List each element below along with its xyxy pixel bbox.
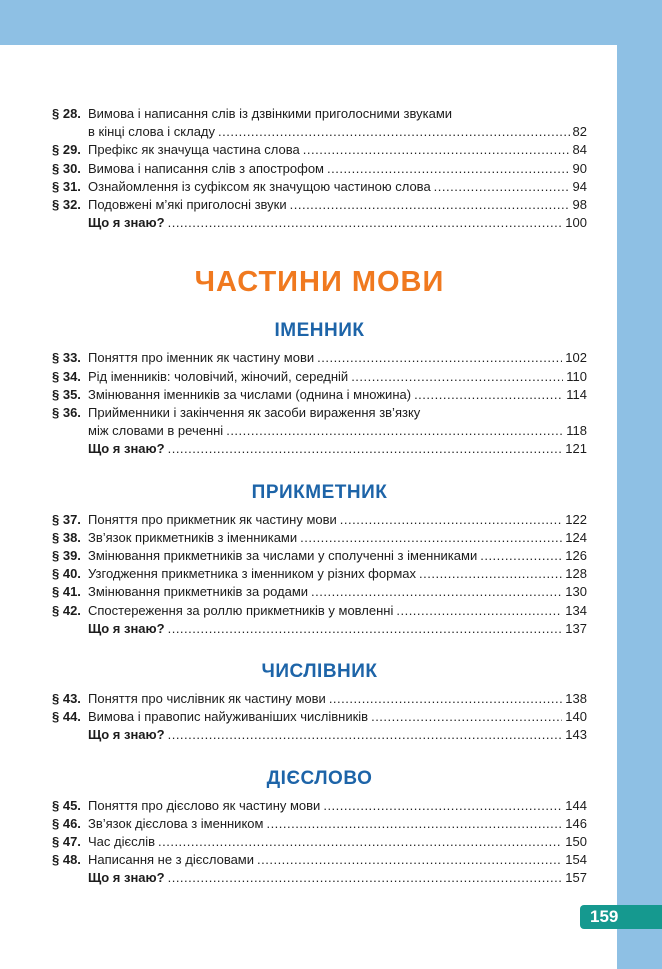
toc-entry-title: Рід іменників: чоловічий, жіночий, середній (88, 368, 349, 384)
dot-leader (311, 583, 562, 601)
toc-entry-number: § 35. (52, 386, 81, 402)
toc-entry-number: § 48. (52, 852, 81, 868)
toc-entry-number: § 37. (52, 511, 81, 527)
toc-entry[interactable] (52, 141, 587, 159)
toc-entry[interactable] (52, 105, 587, 141)
toc-entry[interactable] (52, 797, 587, 815)
toc-entry-title: Написання не з дієсловами (88, 852, 255, 868)
toc-entry[interactable] (52, 602, 587, 620)
toc-entry-number: § 38. (52, 529, 81, 545)
section-title: ПРИКМЕТНИК (251, 481, 388, 503)
toc-entry-page: 102 (565, 350, 587, 366)
toc-entry-title: в кінці слова і складу (88, 124, 216, 140)
dot-leader (317, 349, 562, 367)
toc-entry-page: 94 (572, 178, 587, 194)
toc-entry-title: Вимова і написання слів з апострофом (88, 160, 324, 176)
toc-entry-title: Вимова і правопис найуживаніших числівників (88, 709, 369, 725)
toc-entry-page: 126 (565, 548, 587, 564)
table-of-contents (52, 105, 587, 910)
toc-entry-page: 98 (572, 197, 587, 213)
toc-entry-number: § 41. (52, 584, 81, 600)
section-title: ЧИСЛІВНИК (261, 661, 378, 683)
toc-entry-title: Зв’язок прикметників з іменниками (88, 529, 298, 545)
dot-leader (327, 160, 570, 178)
toc-entry[interactable] (52, 869, 587, 887)
toc-entry[interactable] (52, 368, 587, 386)
section-title: ІМЕННИК (274, 320, 365, 342)
toc-section (52, 481, 587, 638)
review-label: Що я знаю? (88, 215, 165, 231)
dot-leader (257, 851, 562, 869)
toc-entry[interactable] (52, 851, 587, 869)
dot-leader (168, 869, 563, 887)
dot-leader (218, 123, 570, 141)
toc-entry-page: 110 (566, 368, 587, 384)
toc-intro-list (52, 105, 587, 232)
toc-entry[interactable] (52, 529, 587, 547)
toc-entry-page: 84 (572, 142, 587, 158)
dot-leader (158, 833, 562, 851)
toc-entry[interactable] (52, 547, 587, 565)
right-decorative-band (617, 0, 662, 969)
toc-entry-page: 82 (572, 124, 587, 140)
toc-entry[interactable] (52, 214, 587, 232)
dot-leader (480, 547, 562, 565)
dot-leader (168, 726, 563, 744)
dot-leader (371, 708, 562, 726)
toc-entry-title: між словами в реченні (88, 423, 224, 439)
toc-entry[interactable] (52, 349, 587, 367)
toc-entry-number: § 28. (52, 106, 81, 121)
toc-entry[interactable] (52, 440, 587, 458)
toc-entry-title: Змінювання прикметників за числами у сполученні з іменниками (88, 548, 478, 564)
toc-entry[interactable] (52, 690, 587, 708)
toc-entry[interactable] (52, 583, 587, 601)
toc-entry-page: 137 (565, 620, 587, 636)
toc-entry-page: 121 (565, 441, 587, 457)
dot-leader (419, 565, 562, 583)
toc-entry[interactable] (52, 160, 587, 178)
toc-entry-title: Зв’язок дієслова з іменником (88, 815, 264, 831)
toc-entry-number: § 43. (52, 691, 81, 707)
toc-entry-title: Узгодження прикметника з іменником у різних формах (88, 566, 417, 582)
dot-leader (226, 422, 563, 440)
toc-entry-title: Вимова і написання слів із дзвінкими приголосними звуками (88, 106, 453, 121)
dot-leader (434, 178, 570, 196)
toc-entry-page: 118 (566, 423, 587, 439)
toc-entry-title: Ознайомлення із суфіксом як значущою частиною слова (88, 178, 431, 194)
toc-entry[interactable] (52, 511, 587, 529)
toc-entry-page: 90 (572, 160, 587, 176)
toc-entry-number: § 46. (52, 815, 81, 831)
dot-leader (323, 797, 562, 815)
review-label: Що я знаю? (88, 870, 165, 886)
toc-entry-page: 100 (565, 215, 587, 231)
toc-entry-page: 144 (565, 797, 587, 813)
toc-entry-page: 114 (566, 386, 587, 402)
toc-entry-page: 128 (565, 566, 587, 582)
toc-entry-title: Поняття про числівник як частину мови (88, 691, 326, 707)
toc-entry-title: Поняття про прикметник як частину мови (88, 511, 337, 527)
dot-leader (266, 815, 562, 833)
toc-entry-title: Прийменники і закінчення як засоби вираження зв’язку (88, 405, 421, 421)
toc-entry[interactable] (52, 620, 587, 638)
dot-leader (290, 196, 570, 214)
review-label: Що я знаю? (88, 620, 165, 636)
toc-entry[interactable] (52, 708, 587, 726)
toc-entry-number: § 39. (52, 548, 81, 564)
toc-entry-title: Подовжені м’які приголосні звуки (88, 197, 287, 213)
toc-entry-number: § 44. (52, 709, 81, 725)
toc-entry-number: § 47. (52, 834, 81, 850)
page-number-badge: 159 (580, 905, 662, 929)
toc-entry-title: Змінювання іменників за числами (однина і множина) (88, 386, 412, 402)
toc-entry-number: § 33. (52, 350, 81, 366)
top-decorative-band (0, 0, 662, 45)
part-title: ЧАСТИНИ МОВИ (194, 266, 445, 299)
toc-sections (52, 319, 587, 887)
toc-section (52, 660, 587, 745)
toc-entry-number: § 34. (52, 368, 81, 384)
toc-entry-number: § 30. (52, 160, 81, 176)
toc-entry-page: 150 (565, 834, 587, 850)
toc-entry-number: § 29. (52, 142, 81, 158)
toc-entry-page: 138 (565, 691, 587, 707)
toc-entry-title: Префікс як значуща частина слова (88, 142, 300, 158)
review-label: Що я знаю? (88, 441, 165, 457)
toc-entry-title: Поняття про дієслово як частину мови (88, 797, 321, 813)
toc-entry-number: § 36. (52, 405, 81, 421)
toc-entry[interactable] (52, 404, 587, 440)
toc-entry-title: Час дієслів (88, 834, 155, 850)
dot-leader (414, 386, 563, 404)
toc-entry-title: Змінювання прикметників за родами (88, 584, 309, 600)
dot-leader (300, 529, 562, 547)
dot-leader (168, 440, 563, 458)
toc-entry-number: § 42. (52, 602, 81, 618)
toc-entry-page: 157 (565, 870, 587, 886)
toc-entry-number: § 32. (52, 197, 81, 213)
toc-entry-page: 143 (565, 727, 587, 743)
dot-leader (351, 368, 563, 386)
toc-entry-title: Поняття про іменник як частину мови (88, 350, 315, 366)
dot-leader (303, 141, 570, 159)
toc-section (52, 319, 587, 458)
toc-entry-page: 140 (565, 709, 587, 725)
dot-leader (396, 602, 562, 620)
review-label: Що я знаю? (88, 727, 165, 743)
toc-entry[interactable] (52, 815, 587, 833)
toc-entry-page: 124 (565, 529, 587, 545)
toc-entry[interactable] (52, 386, 587, 404)
dot-leader (168, 620, 563, 638)
toc-entry[interactable] (52, 833, 587, 851)
dot-leader (340, 511, 563, 529)
toc-entry-page: 130 (565, 584, 587, 600)
toc-section (52, 767, 587, 888)
toc-entry-number: § 40. (52, 566, 81, 582)
toc-entry-page: 154 (565, 852, 587, 868)
toc-entry-title: Спостереження за роллю прикметників у мовленні (88, 602, 394, 618)
dot-leader (329, 690, 562, 708)
toc-entry-page: 122 (565, 511, 587, 527)
dot-leader (168, 214, 563, 232)
toc-entry-page: 134 (565, 602, 587, 618)
toc-entry-page: 146 (565, 815, 587, 831)
section-title: ДІЄСЛОВО (266, 767, 373, 789)
toc-entry-number: § 31. (52, 178, 81, 194)
toc-entry[interactable] (52, 196, 587, 214)
toc-entry[interactable] (52, 726, 587, 744)
toc-entry-number: § 45. (52, 797, 81, 813)
toc-entry[interactable] (52, 178, 587, 196)
toc-entry[interactable] (52, 565, 587, 583)
